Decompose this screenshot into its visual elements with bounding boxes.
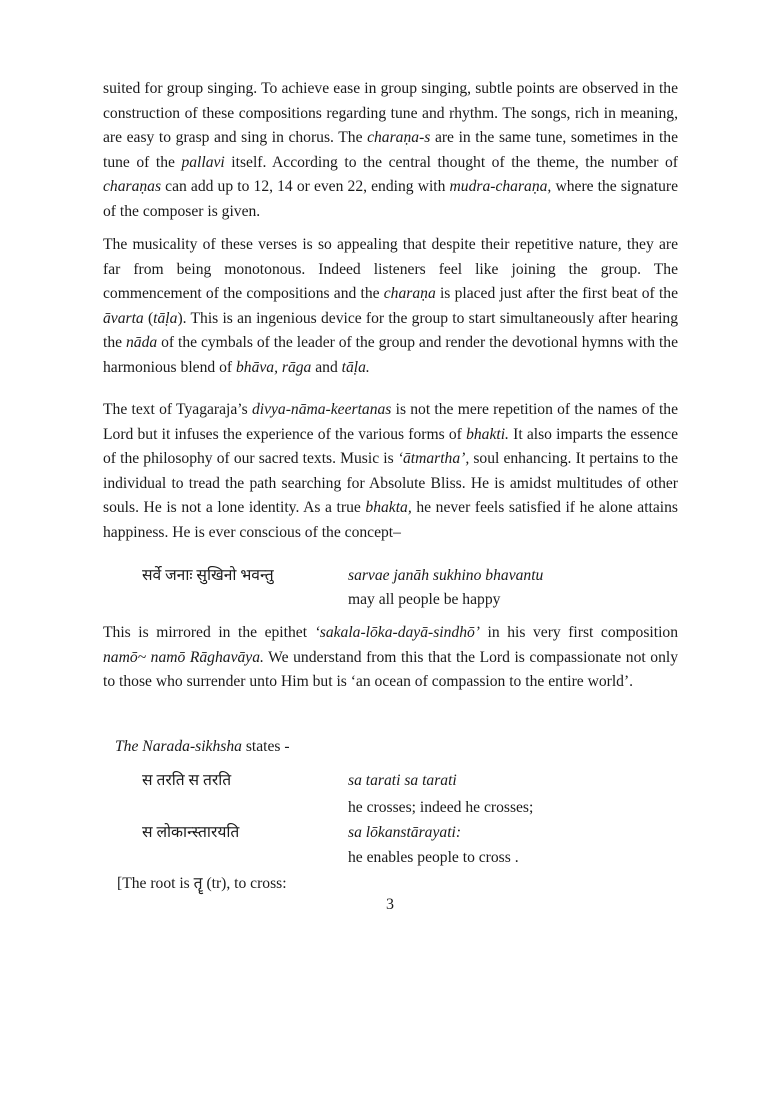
narada-sikhsha-intro: The Narada-sikhsha states - [115,738,290,755]
verse2-line2-devanagari: स लोकान्स्तारयति [142,824,240,841]
verse2-line2-transliteration: sa lōkanstārayati: [348,824,462,841]
paragraph-group-singing: suited for group singing. To achieve ease in group singing, subtle points are observed in the construction of these compositions regarding tune and rhythm. The songs, rich in meaning, are easy to grasp and sing in chorus. The charaṇa-s are in the same tune, sometimes in the tune of the pallavi itself. According to the central thought of the theme, the number of charaṇas can add up to 12, 14 or even 22, ending with mudra-charaṇa, where the signature of the composer is given. [103,80,679,220]
page-number: 3 [386,896,394,913]
root-note: [The root is तॄ (tr), to cross: [117,875,287,892]
verse-meaning: may all people be happy [348,591,501,608]
verse2-line1-transliteration: sa tarati sa tarati [348,772,457,789]
verse-devanagari: सर्वे जनाः सुखिनो भवन्तु [142,567,274,584]
verse2-line2-meaning: he enables people to cross . [348,849,519,866]
verse2-line1-devanagari: स तरति स तरति [142,772,232,789]
verse-transliteration: sarvae janāh sukhino bhavantu [348,567,544,584]
verse2-line1-meaning: he crosses; indeed he crosses; [348,799,534,816]
paragraph-epithet: This is mirrored in the epithet ‘sakala-lōka-dayā-sindhō’ in his very first composition namō~ namō Rāghavāya. We understand from this that the Lord is compassionate not only to those who surrender unto Him but is ‘an ocean of compassion to the entire world’. [103,624,679,691]
paragraph-musicality: The musicality of these verses is so appealing that despite their repetitive nature, they are far from being monotonous. Indeed listeners feel like joining the group. The commencement of the compositions and the charaṇa is placed just after the first beat of the āvarta (tāḷa). This is an ingenious device for the group to start simultaneously after hearing the nāda of the cymbals of the leader of the group and render the devotional hymns with the harmonious blend of bhāva, rāga and tāḷa. [103,236,679,376]
paragraph-divya-nama: The text of Tyagaraja’s divya-nāma-keertanas is not the mere repetition of the names of the Lord but it infuses the experience of the various forms of bhakti. It also imparts the essence of the philosophy of our sacred texts. Music is ‘ātmartha’, soul enhancing. It pertains to the individual to tread the path searching for Absolute Bliss. He is amidst multitudes of other souls. He is not a lone identity. As a true bhakta, he never feels satisfied if he alone attains happiness. He is ever conscious of the concept– [103,401,678,541]
